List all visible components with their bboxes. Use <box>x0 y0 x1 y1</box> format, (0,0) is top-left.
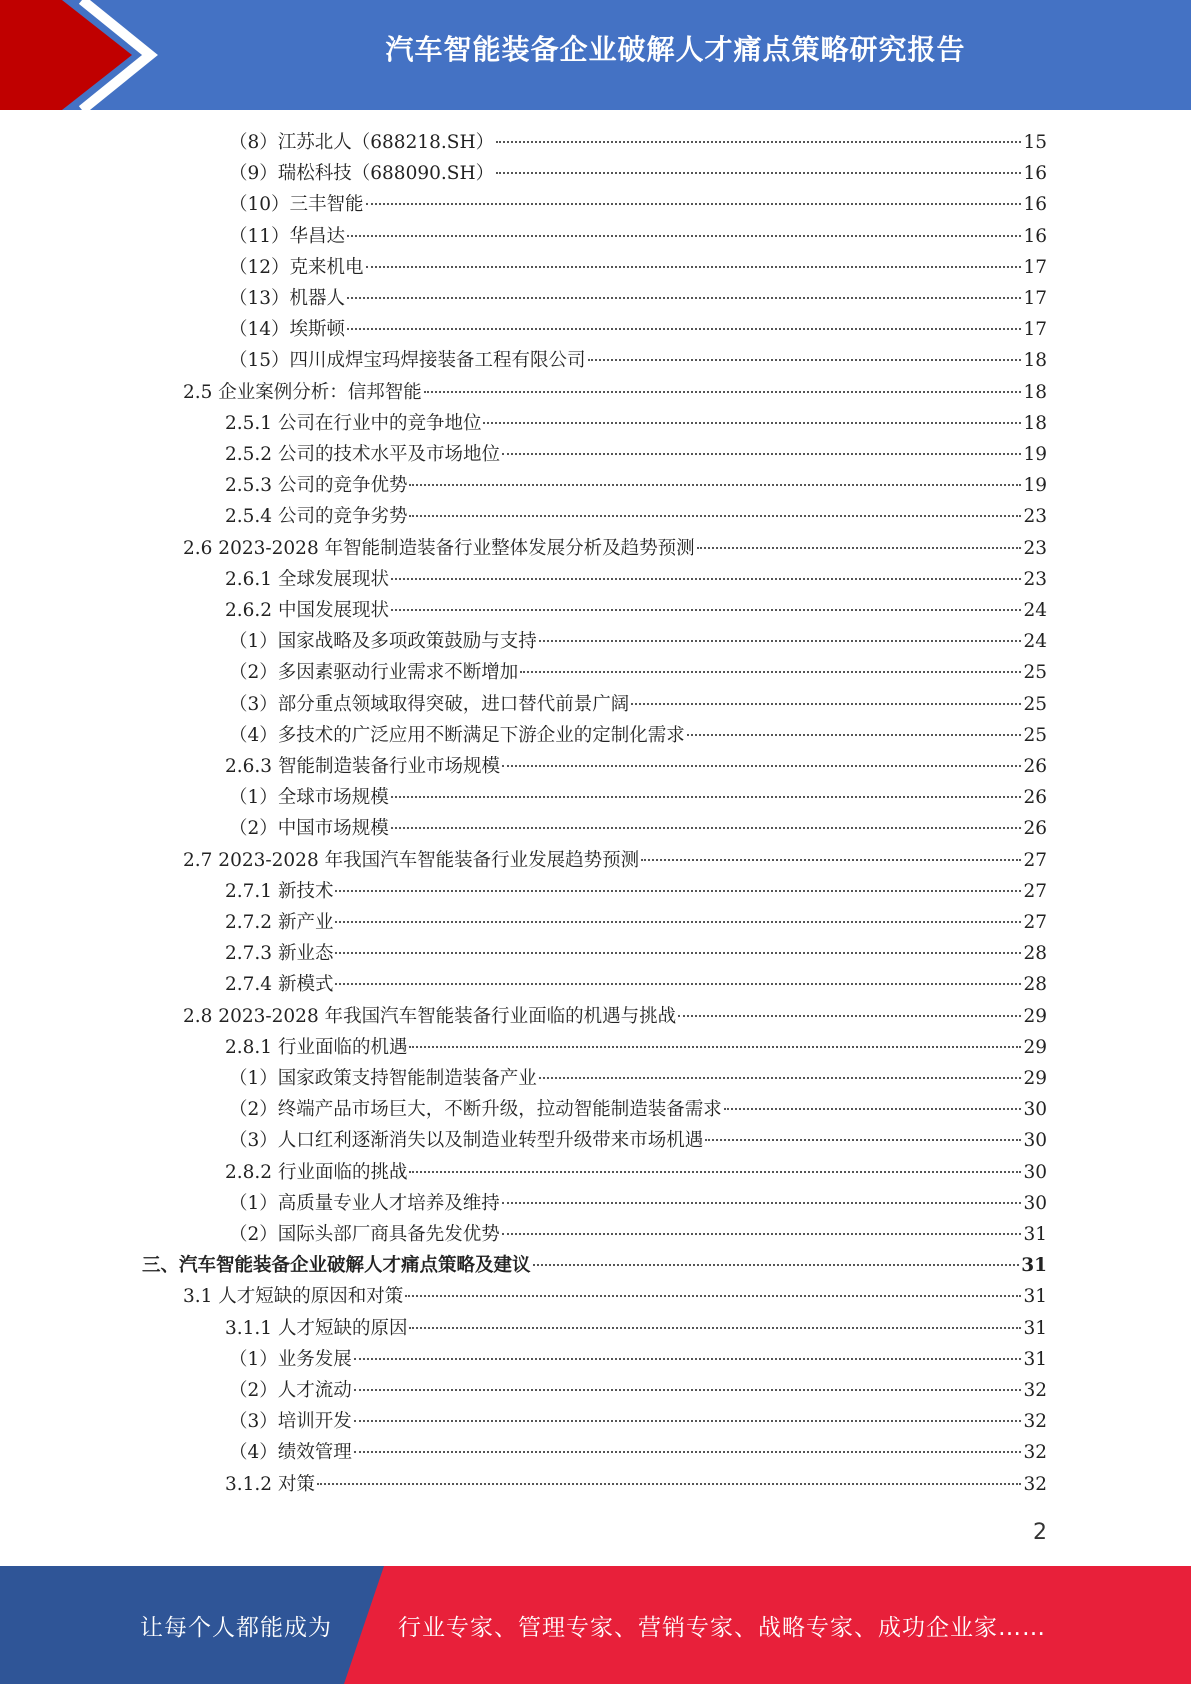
toc-entry-title: （12）克来机电 <box>229 257 364 278</box>
toc-entry-page: 23 <box>1023 569 1047 590</box>
toc-entry[interactable] <box>229 158 1047 189</box>
toc-entry-title: 2.6 2023-2028 年智能制造装备行业整体发展分析及趋势预测 <box>183 538 695 559</box>
toc-entry[interactable] <box>225 1157 1047 1188</box>
toc-entry[interactable] <box>142 1250 1047 1281</box>
toc-entry-page: 26 <box>1023 818 1047 839</box>
toc-dot-leader <box>317 1483 1022 1485</box>
toc-entry-page: 32 <box>1023 1411 1047 1432</box>
toc-entry-page: 16 <box>1023 226 1047 247</box>
toc-dot-leader <box>409 515 1021 517</box>
toc-entry-title: （1）国家战略及多项政策鼓励与支持 <box>229 631 537 652</box>
toc-entry-page: 28 <box>1023 974 1047 995</box>
toc-entry-title: 2.6.3 智能制造装备行业市场规模 <box>225 756 500 777</box>
toc-entry-title: 2.5.3 公司的竞争优势 <box>225 475 408 496</box>
toc-entry-title: （14）埃斯顿 <box>229 319 346 340</box>
toc-entry-title: 3.1.1 人才短缺的原因 <box>225 1318 408 1339</box>
toc-dot-leader <box>496 172 1021 174</box>
toc-entry-title: 2.5.1 公司在行业中的竞争地位 <box>225 413 482 434</box>
toc-entry-title: 2.6.1 全球发展现状 <box>225 569 389 590</box>
toc-dot-leader <box>424 391 1022 393</box>
toc-entry-title: 2.7.2 新产业 <box>225 912 334 933</box>
toc-entry-page: 18 <box>1023 350 1047 371</box>
toc-dot-leader <box>347 297 1021 299</box>
toc-dot-leader <box>391 796 1022 798</box>
toc-dot-leader <box>366 203 1022 205</box>
toc-entry-page: 30 <box>1023 1130 1047 1151</box>
toc-entry-page: 31 <box>1023 1349 1047 1370</box>
toc-dot-leader <box>483 422 1021 424</box>
toc-entry[interactable] <box>225 501 1047 532</box>
toc-entry-page: 31 <box>1021 1255 1047 1276</box>
toc-dot-leader <box>391 609 1021 611</box>
toc-entry[interactable] <box>229 1125 1047 1156</box>
toc-entry-page: 16 <box>1023 194 1047 215</box>
toc-entry[interactable] <box>229 314 1047 345</box>
toc-entry-page: 30 <box>1023 1162 1047 1183</box>
toc-entry[interactable] <box>229 189 1047 220</box>
toc-entry-title: 2.7.1 新技术 <box>225 881 334 902</box>
toc-dot-leader <box>409 1171 1021 1173</box>
toc-entry[interactable] <box>225 969 1047 1000</box>
toc-entry[interactable] <box>229 813 1047 844</box>
toc-entry[interactable] <box>225 470 1047 501</box>
toc-entry-title: 三、汽车智能装备企业破解人才痛点策略及建议 <box>142 1255 531 1276</box>
toc-dot-leader <box>502 453 1021 455</box>
toc-entry-title: 2.8 2023-2028 年我国汽车智能装备行业面临的机遇与挑战 <box>183 1006 677 1027</box>
toc-dot-leader <box>335 890 1021 892</box>
toc-entry-page: 32 <box>1023 1380 1047 1401</box>
toc-entry[interactable] <box>229 283 1047 314</box>
toc-dot-leader <box>354 1358 1022 1360</box>
toc-entry[interactable] <box>225 751 1047 782</box>
toc-entry-page: 30 <box>1023 1099 1047 1120</box>
toc-entry-page: 32 <box>1023 1474 1047 1495</box>
report-title: 汽车智能装备企业破解人才痛点策略研究报告 <box>385 33 966 66</box>
toc-entry-page: 16 <box>1023 163 1047 184</box>
page-footer <box>0 1566 1191 1684</box>
toc-entry-page: 25 <box>1023 694 1047 715</box>
toc-entry-page: 25 <box>1023 662 1047 683</box>
toc-entry-page: 17 <box>1023 257 1047 278</box>
toc-dot-leader <box>502 1202 1022 1204</box>
toc-entry-title: （10）三丰智能 <box>229 194 364 215</box>
toc-entry[interactable] <box>229 1219 1047 1250</box>
toc-entry-title: （9）瑞松科技（688090.SH） <box>229 163 495 184</box>
toc-dot-leader <box>366 266 1022 268</box>
toc-dot-leader <box>347 235 1021 237</box>
toc-entry[interactable] <box>229 1437 1047 1468</box>
toc-entry[interactable] <box>183 377 1047 408</box>
toc-entry[interactable] <box>229 252 1047 283</box>
toc-dot-leader <box>496 141 1021 143</box>
toc-entry[interactable] <box>229 720 1047 751</box>
toc-dot-leader <box>354 1389 1022 1391</box>
toc-entry-page: 15 <box>1023 132 1047 153</box>
toc-entry-page: 17 <box>1023 288 1047 309</box>
toc-dot-leader <box>502 1233 1022 1235</box>
toc-entry[interactable] <box>225 439 1047 470</box>
toc-entry-page: 29 <box>1023 1037 1047 1058</box>
toc-entry-title: （4）多技术的广泛应用不断满足下游企业的定制化需求 <box>229 725 685 746</box>
toc-dot-leader <box>641 859 1021 861</box>
toc-entry[interactable] <box>229 689 1047 720</box>
toc-entry-title: （11）华昌达 <box>229 226 346 247</box>
toc-entry-title: 2.7.3 新业态 <box>225 943 334 964</box>
toc-entry-title: 2.5.2 公司的技术水平及市场地位 <box>225 444 500 465</box>
toc-entry-title: （1）业务发展 <box>229 1349 352 1370</box>
toc-entry[interactable] <box>229 1344 1047 1375</box>
toc-entry-page: 29 <box>1023 1068 1047 1089</box>
toc-entry-title: 3.1 人才短缺的原因和对策 <box>183 1286 404 1307</box>
toc-entry-page: 18 <box>1023 382 1047 403</box>
toc-entry-title: （2）人才流动 <box>229 1380 352 1401</box>
toc-entry[interactable] <box>225 907 1047 938</box>
toc-entry-title: （3）培训开发 <box>229 1411 352 1432</box>
toc-entry-title: （1）高质量专业人才培养及维持 <box>229 1193 500 1214</box>
toc-entry-page: 27 <box>1023 912 1047 933</box>
toc-entry-page: 28 <box>1023 943 1047 964</box>
toc-entry[interactable] <box>225 595 1047 626</box>
toc-entry[interactable] <box>229 1188 1047 1219</box>
toc-dot-leader <box>705 1139 1021 1141</box>
toc-entry[interactable] <box>225 1469 1047 1500</box>
toc-entry-page: 32 <box>1023 1442 1047 1463</box>
toc-entry-page: 29 <box>1023 1006 1047 1027</box>
toc-entry[interactable] <box>183 845 1047 876</box>
toc-dot-leader <box>409 1327 1021 1329</box>
toc-dot-leader <box>539 1077 1022 1079</box>
toc-entry-page: 31 <box>1023 1318 1047 1339</box>
page-header <box>0 0 1191 110</box>
toc-entry[interactable] <box>229 782 1047 813</box>
toc-entry-page: 24 <box>1023 631 1047 652</box>
footer-slogan-right: 行业专家、管理专家、营销专家、战略专家、成功企业家…… <box>398 1615 1046 1641</box>
toc-dot-leader <box>347 328 1021 330</box>
toc-entry-title: 2.5 企业案例分析：信邦智能 <box>183 382 422 403</box>
toc-entry-page: 24 <box>1023 600 1047 621</box>
toc-dot-leader <box>335 983 1021 985</box>
toc-entry[interactable] <box>229 127 1047 158</box>
toc-entry-title: （2）中国市场规模 <box>229 818 389 839</box>
toc-entry-page: 27 <box>1023 850 1047 871</box>
toc-dot-leader <box>335 952 1021 954</box>
toc-entry[interactable] <box>229 1406 1047 1437</box>
toc-entry[interactable] <box>229 657 1047 688</box>
page-number: 2 <box>1033 1520 1047 1545</box>
toc-dot-leader <box>588 359 1022 361</box>
toc-entry-title: 2.8.2 行业面临的挑战 <box>225 1162 408 1183</box>
toc-entry[interactable] <box>225 938 1047 969</box>
toc-entry[interactable] <box>225 1032 1047 1063</box>
toc-entry-page: 27 <box>1023 881 1047 902</box>
toc-entry-title: （13）机器人 <box>229 288 346 309</box>
toc-dot-leader <box>354 1420 1022 1422</box>
toc-entry-page: 25 <box>1023 725 1047 746</box>
footer-slogan-left: 让每个人都能成为 <box>140 1615 332 1641</box>
toc-entry-page: 23 <box>1023 538 1047 559</box>
toc-entry-page: 19 <box>1023 475 1047 496</box>
toc-entry[interactable] <box>225 564 1047 595</box>
toc-entry-page: 31 <box>1023 1286 1047 1307</box>
toc-dot-leader <box>409 484 1021 486</box>
toc-entry-title: （3）人口红利逐渐消失以及制造业转型升级带来市场机遇 <box>229 1130 704 1151</box>
toc-entry-title: 3.1.2 对策 <box>225 1474 315 1495</box>
toc-entry-title: （1）全球市场规模 <box>229 787 389 808</box>
toc-entry[interactable] <box>225 876 1047 907</box>
toc-entry-title: （15）四川成焊宝玛焊接装备工程有限公司 <box>229 350 586 371</box>
toc-entry-title: （8）江苏北人（688218.SH） <box>229 132 495 153</box>
toc-entry-title: （2）终端产品市场巨大，不断升级，拉动智能制造装备需求 <box>229 1099 722 1120</box>
toc-entry-title: 2.6.2 中国发展现状 <box>225 600 389 621</box>
toc-entry-page: 31 <box>1023 1224 1047 1245</box>
toc-entry-title: （2）多因素驱动行业需求不断增加 <box>229 662 519 683</box>
toc-entry-title: （1）国家政策支持智能制造装备产业 <box>229 1068 537 1089</box>
toc-entry-page: 23 <box>1023 506 1047 527</box>
toc-entry-title: 2.5.4 公司的竞争劣势 <box>225 506 408 527</box>
toc-entry[interactable] <box>183 533 1047 564</box>
toc-dot-leader <box>354 1451 1022 1453</box>
toc-entry[interactable] <box>229 1375 1047 1406</box>
toc-entry[interactable] <box>229 221 1047 252</box>
toc-dot-leader <box>631 703 1021 705</box>
toc-dot-leader <box>539 640 1022 642</box>
toc-entry[interactable] <box>229 345 1047 376</box>
toc-entry-title: （4）绩效管理 <box>229 1442 352 1463</box>
toc-entry-page: 17 <box>1023 319 1047 340</box>
toc-entry-title: 2.7 2023-2028 年我国汽车智能装备行业发展趋势预测 <box>183 850 640 871</box>
toc-entry-title: （2）国际头部厂商具备先发优势 <box>229 1224 500 1245</box>
toc-dot-leader <box>687 734 1022 736</box>
toc-dot-leader <box>335 921 1021 923</box>
toc-entry[interactable] <box>225 1313 1047 1344</box>
toc-dot-leader <box>409 1046 1021 1048</box>
toc-entry-page: 18 <box>1023 413 1047 434</box>
toc-entry-page: 26 <box>1023 756 1047 777</box>
toc-entry[interactable] <box>229 626 1047 657</box>
toc-entry-page: 30 <box>1023 1193 1047 1214</box>
toc-dot-leader <box>678 1015 1021 1017</box>
toc-entry-title: 2.8.1 行业面临的机遇 <box>225 1037 408 1058</box>
toc-entry-title: （3）部分重点领域取得突破，进口替代前景广阔 <box>229 694 630 715</box>
toc-dot-leader <box>724 1108 1022 1110</box>
toc-entry[interactable] <box>225 408 1047 439</box>
toc-entry[interactable] <box>183 1281 1047 1312</box>
toc-dot-leader <box>533 1264 1020 1266</box>
toc-entry[interactable] <box>229 1094 1047 1125</box>
toc-dot-leader <box>405 1295 1021 1297</box>
toc-dot-leader <box>520 671 1021 673</box>
toc-entry-page: 26 <box>1023 787 1047 808</box>
toc-dot-leader <box>391 827 1022 829</box>
toc-entry-title: 2.7.4 新模式 <box>225 974 334 995</box>
toc-entry[interactable] <box>183 1001 1047 1032</box>
toc-dot-leader <box>502 765 1021 767</box>
toc-entry[interactable] <box>229 1063 1047 1094</box>
toc-dot-leader <box>391 578 1021 580</box>
toc-dot-leader <box>697 547 1022 549</box>
toc-entry-page: 19 <box>1023 444 1047 465</box>
